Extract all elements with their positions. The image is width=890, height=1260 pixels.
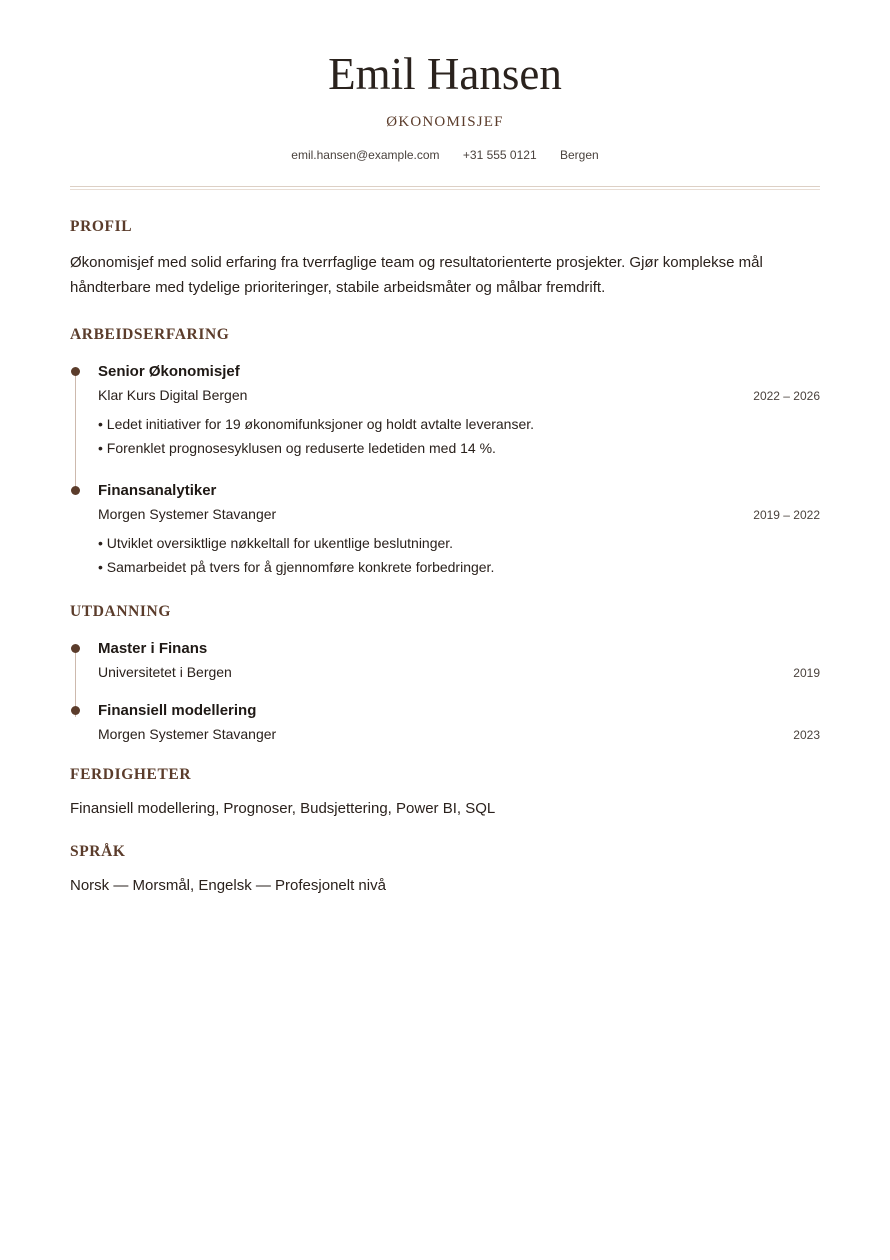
timeline-dot	[71, 367, 80, 376]
entry-bullets	[98, 531, 820, 579]
experience-entry	[70, 362, 820, 460]
contact-location: Bergen	[559, 148, 599, 162]
header-divider	[70, 186, 820, 190]
entry-organization: Morgen Systemer Stavanger	[98, 726, 277, 742]
timeline-dot	[71, 706, 80, 715]
entry-organization: Klar Kurs Digital Bergen	[98, 387, 248, 403]
entry-title: Master i Finans	[98, 640, 208, 657]
bullet-item: • Forenklet prognosesyklusen og reduserte ledetiden med 14 %.	[98, 436, 820, 460]
resume-header	[70, 0, 820, 190]
profile-text: Økonomisjef med solid erfaring fra tverrfaglige team og resultatorienterte prosjekter. Gjør komplekse mål håndterbare med tydelige prioriteringer, stabile arbeidsmåter og målbar fremdrift.	[70, 254, 763, 296]
timeline-dot	[71, 644, 80, 653]
education-timeline	[70, 639, 820, 742]
experience-timeline	[70, 362, 820, 579]
entry-organization: Universitetet i Bergen	[98, 664, 232, 680]
candidate-name: Emil Hansen	[328, 49, 562, 99]
contact-line	[70, 148, 820, 162]
entry-dates: 2023	[793, 728, 820, 742]
entry-title: Finansiell modellering	[98, 702, 257, 719]
job-title: ØKONOMISJEF	[386, 114, 504, 130]
bullet-item: • Utviklet oversiktlige nøkkeltall for ukentlige beslutninger.	[98, 531, 820, 555]
contact-email: emil.hansen@example.com	[291, 148, 440, 162]
entry-dates: 2019	[793, 666, 820, 680]
skills-text: Finansiell modellering, Prognoser, Budsjettering, Power BI, SQL	[70, 800, 496, 817]
section-title-education: UTDANNING	[70, 603, 171, 620]
entry-title: Finansanalytiker	[98, 482, 217, 499]
entry-organization: Morgen Systemer Stavanger	[98, 506, 277, 522]
education-entry	[70, 701, 820, 742]
entry-bullets	[98, 412, 820, 460]
section-title-languages: SPRÅK	[70, 843, 126, 860]
section-title-experience: ARBEIDSERFARING	[70, 326, 230, 343]
education-entry	[70, 639, 820, 680]
languages-text: Norsk — Morsmål, Engelsk — Profesjonelt nivå	[70, 877, 386, 894]
section-title-profile: PROFIL	[70, 218, 133, 235]
timeline-dot	[71, 486, 80, 495]
bullet-item: • Ledet initiativer for 19 økonomifunksjoner og holdt avtalte leveranser.	[98, 412, 820, 436]
bullet-item: • Samarbeidet på tvers for å gjennomføre konkrete forbedringer.	[98, 555, 820, 579]
entry-title: Senior Økonomisjef	[98, 363, 240, 380]
section-title-skills: FERDIGHETER	[70, 766, 192, 783]
entry-dates: 2022 – 2026	[753, 389, 820, 403]
contact-phone: +31 555 0121	[462, 148, 537, 162]
entry-dates: 2019 – 2022	[753, 508, 820, 522]
experience-entry	[70, 481, 820, 579]
